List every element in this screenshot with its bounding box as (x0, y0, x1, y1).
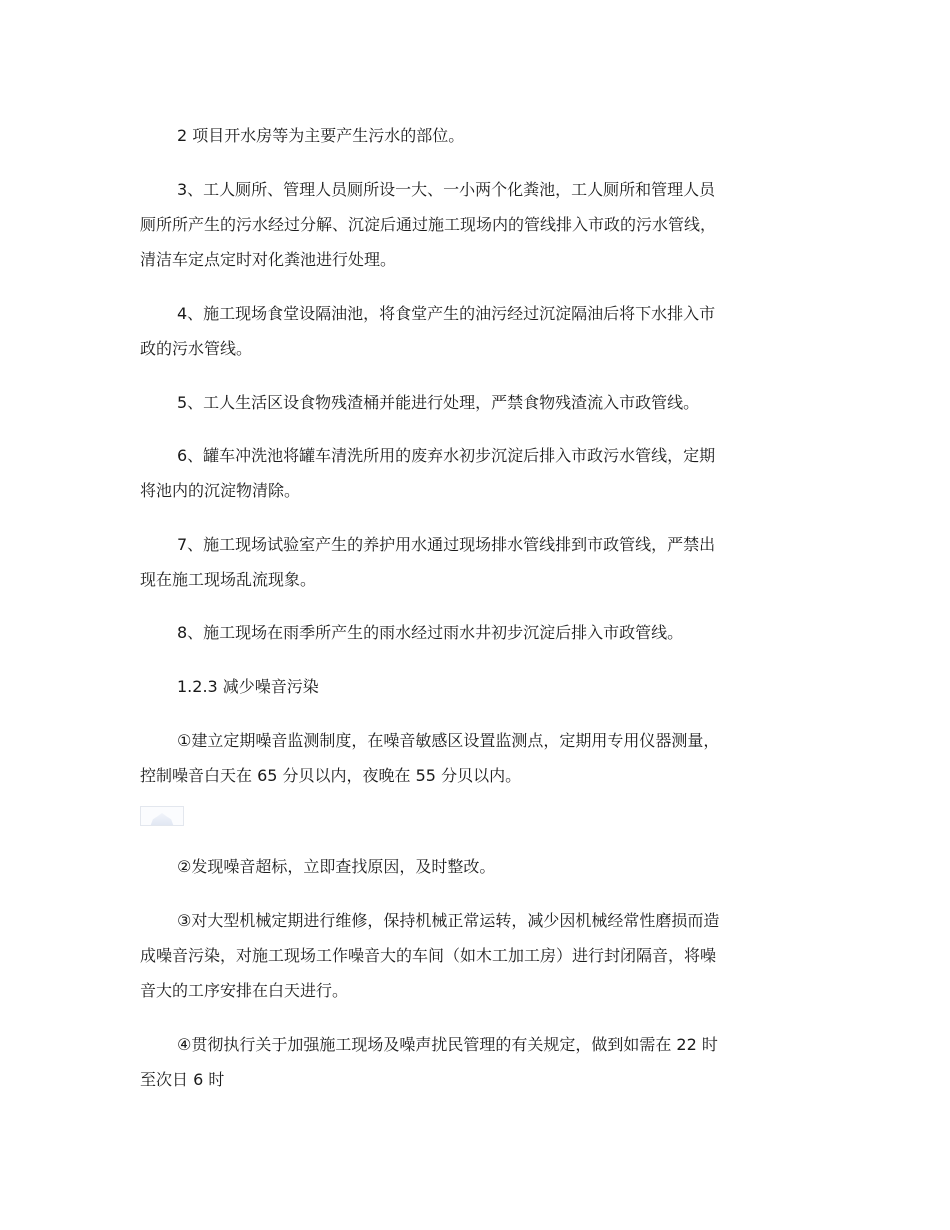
noise-item-4-line-2: 至次日 6 时 (140, 1070, 225, 1089)
paragraph-item-2: 2 项目开水房等为主要产生污水的部位。 (177, 126, 465, 145)
noise-item-2: ②发现噪音超标，立即查找原因，及时整改。 (177, 857, 496, 876)
section-heading: 1.2.3 减少噪音污染 (177, 677, 319, 696)
paragraph-item-7-line-1: 7、施工现场试验室产生的养护用水通过现场排水管线排到市政管线，严禁出 (177, 535, 716, 554)
noise-item-4-line-1: ④贯彻执行关于加强施工现场及噪声扰民管理的有关规定，做到如需在 22 时 (177, 1035, 718, 1054)
paragraph-item-8: 8、施工现场在雨季所产生的雨水经过雨水井初步沉淀后排入市政管线。 (177, 623, 684, 642)
paragraph-item-6-line-2: 将池内的沉淀物清除。 (140, 481, 301, 500)
noise-item-3-line-3: 音大的工序安排在白天进行。 (140, 981, 349, 1000)
paragraph-item-4-line-2: 政的污水管线。 (140, 339, 253, 358)
paragraph-item-6-line-1: 6、罐车冲洗池将罐车清洗所用的废弃水初步沉淀后排入市政污水管线，定期 (177, 446, 716, 465)
paragraph-item-3-line-2: 厕所所产生的污水经过分解、沉淀后通过施工现场内的管线排入市政的污水管线， (140, 215, 717, 234)
image-placeholder-icon (150, 813, 174, 826)
noise-item-1-line-2: 控制噪音白天在 65 分贝以内，夜晚在 55 分贝以内。 (140, 766, 522, 785)
noise-item-3-line-2: 成噪音污染，对施工现场工作噪音大的车间（如木工加工房）进行封闭隔音，将噪 (140, 946, 717, 965)
paragraph-item-3-line-1: 3、工人厕所、管理人员厕所设一大、一小两个化粪池，工人厕所和管理人员 (177, 180, 716, 199)
embedded-image-thumbnail (140, 806, 184, 826)
paragraph-item-4-line-1: 4、施工现场食堂设隔油池，将食堂产生的油污经过沉淀隔油后将下水排入市 (177, 304, 716, 323)
paragraph-item-7-line-2: 现在施工现场乱流现象。 (140, 570, 317, 589)
paragraph-item-5: 5、工人生活区设食物残渣桶并能进行处理，严禁食物残渣流入市政管线。 (177, 393, 700, 412)
noise-item-3-line-1: ③对大型机械定期进行维修，保持机械正常运转，减少因机械经常性磨损而造 (177, 911, 720, 930)
noise-item-1-line-1: ①建立定期噪音监测制度，在噪音敏感区设置监测点，定期用专用仪器测量， (177, 731, 720, 750)
paragraph-item-3-line-3: 清洁车定点定时对化粪池进行处理。 (140, 250, 397, 269)
